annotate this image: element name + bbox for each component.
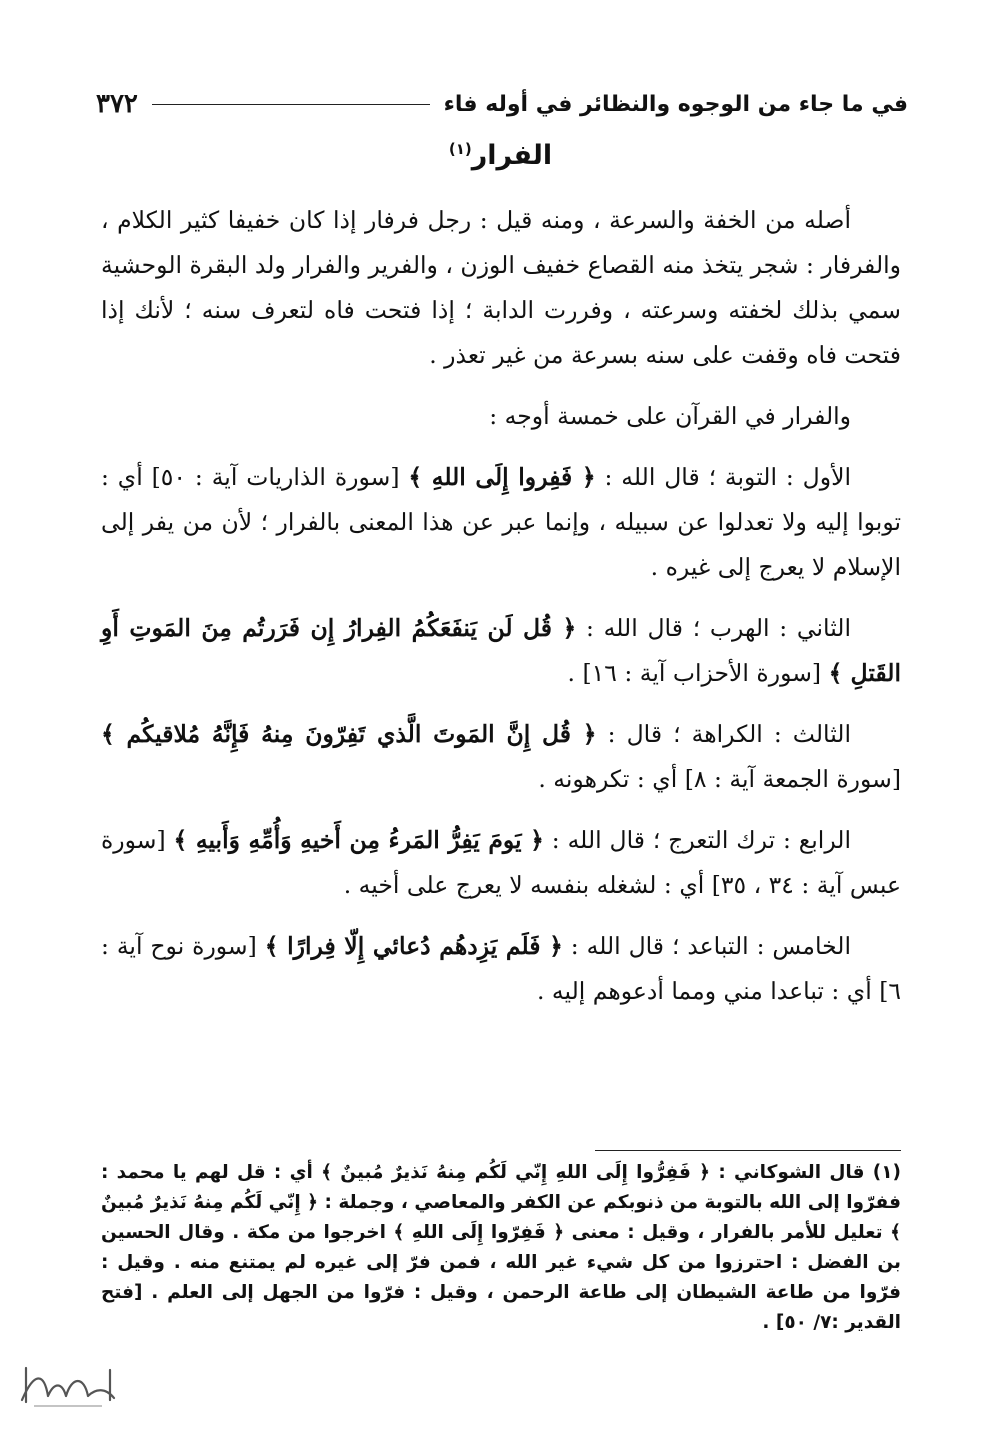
sense-explanation: [سورة عبس آية : ٣٤ ، ٣٥] أي : لشغله بنفسه لا يعرج على أخيه . — [101, 826, 901, 899]
quran-quote: ﴿ يَومَ يَفِرُّ المَرءُ مِن أَخيهِ وَأُمِّهِ وَأَبيهِ ﴾ — [173, 826, 544, 854]
sense-explanation: [سورة نوح آية : ٦] أي : تباعدا مني ومما أدعوهم إليه . — [101, 932, 901, 1005]
sense-paragraph — [101, 712, 901, 802]
sense-paragraph — [101, 606, 901, 696]
sense-explanation: [سورة الذاريات آية : ٥٠] أي : توبوا إليه ولا تعدلوا عن سبيله ، وإنما عبر عن هذا المعنى بالفرار ؛ لأن من يفر إلى الإسلام لا يعرج إلى غيره . — [101, 463, 901, 581]
running-title: في ما جاء من الوجوه والنظائر في أوله فاء — [443, 91, 908, 117]
page-header — [96, 84, 908, 124]
sense-paragraph — [101, 924, 901, 1014]
sense-explanation: [سورة الجمعة آية : ٨] أي : تكرهونه . — [538, 765, 901, 793]
section-title — [0, 140, 1001, 171]
quran-quote: ﴿ فَلَم يَزِدهُم دُعائي إِلّا فِرارًا ﴾ — [264, 932, 563, 960]
footnote-rule — [595, 1150, 901, 1151]
quran-quote: ﴿ قُل لَن يَنفَعَكُمُ الفِرارُ إِن فَرَرتُم مِنَ المَوتِ أَوِ القَتلِ ﴾ — [101, 614, 901, 687]
header-rule — [152, 104, 430, 105]
footnote: (١) قال الشوكاني : ﴿ فَفِرُّوا إِلَى اللهِ إِنّي لَكُم مِنهُ نَذيرٌ مُبينٌ ﴾ أي : قل لهم يا محمد : ففرّوا إلى الله بالتوبة من ذنوبكم عن الكفر والمعاصي ، وجملة : ﴿ إِنّي لَكُم مِنهُ نَذيرٌ مُبينٌ ﴾ تعليل للأمر بالفرار ، وقيل : معنى ﴿ فَفِرّوا إِلَى اللهِ ﴾ اخرجوا من مكة . وقال الحسين بن الفضل : احترزوا من كل شيء غير الله ، فمن فرّ إلى غيره لم يمتنع منه . وقيل : فرّوا من طاعة الشيطان إلى طاعة الرحمن ، وقيل : فرّوا من الجهل إلى العلم . [فتح القدير :٧/ ٥٠] . — [101, 1162, 901, 1333]
sense-label: الثالث : الكراهة ؛ قال : — [596, 720, 851, 748]
sense-explanation: [سورة الأحزاب آية : ١٦] . — [567, 659, 829, 687]
quran-quote: ﴿ قُل إِنَّ المَوتَ الَّذي تَفِرّونَ مِنهُ فَإِنَّهُ مُلاقيكُم ﴾ — [101, 720, 597, 748]
intro-paragraph: أصله من الخفة والسرعة ، ومنه قيل : رجل فرفار إذا كان خفيفا كثير الكلام ، والفرفار : شجر يتخذ منه القصاع خفيف الوزن ، والفرير والفرار ولد البقرة الوحشية سمي بذلك لخفته وسرعته ، وفررت الدابة ؛ إذا فتحت فاه لتعرف سنه ؛ لأنك إذا فتحت فاه وقفت على سنه بسرعة من غير تعذر . — [101, 206, 901, 369]
senses-intro: والفرار في القرآن على خمسة أوجه : — [489, 402, 851, 430]
quran-quote: ﴿ فَفِروا إِلَى اللهِ ﴾ — [408, 463, 596, 491]
sense-paragraph — [101, 455, 901, 590]
sense-label: الخامس : التباعد ؛ قال الله : — [562, 932, 851, 960]
section-title-text: الفرار — [471, 140, 553, 171]
sense-label: الرابع : ترك التعرج ؛ قال الله : — [543, 826, 851, 854]
body-text — [101, 198, 901, 1030]
sense-label: الثاني : الهرب ؛ قال الله : — [576, 614, 851, 642]
page-number: ٣٧٢ — [96, 89, 138, 119]
sense-label: الأول : التوبة ؛ قال الله : — [595, 463, 852, 491]
watermark-logo-icon — [14, 1362, 122, 1412]
sense-paragraph — [101, 818, 901, 908]
title-footnote-ref: (١) — [448, 140, 472, 158]
